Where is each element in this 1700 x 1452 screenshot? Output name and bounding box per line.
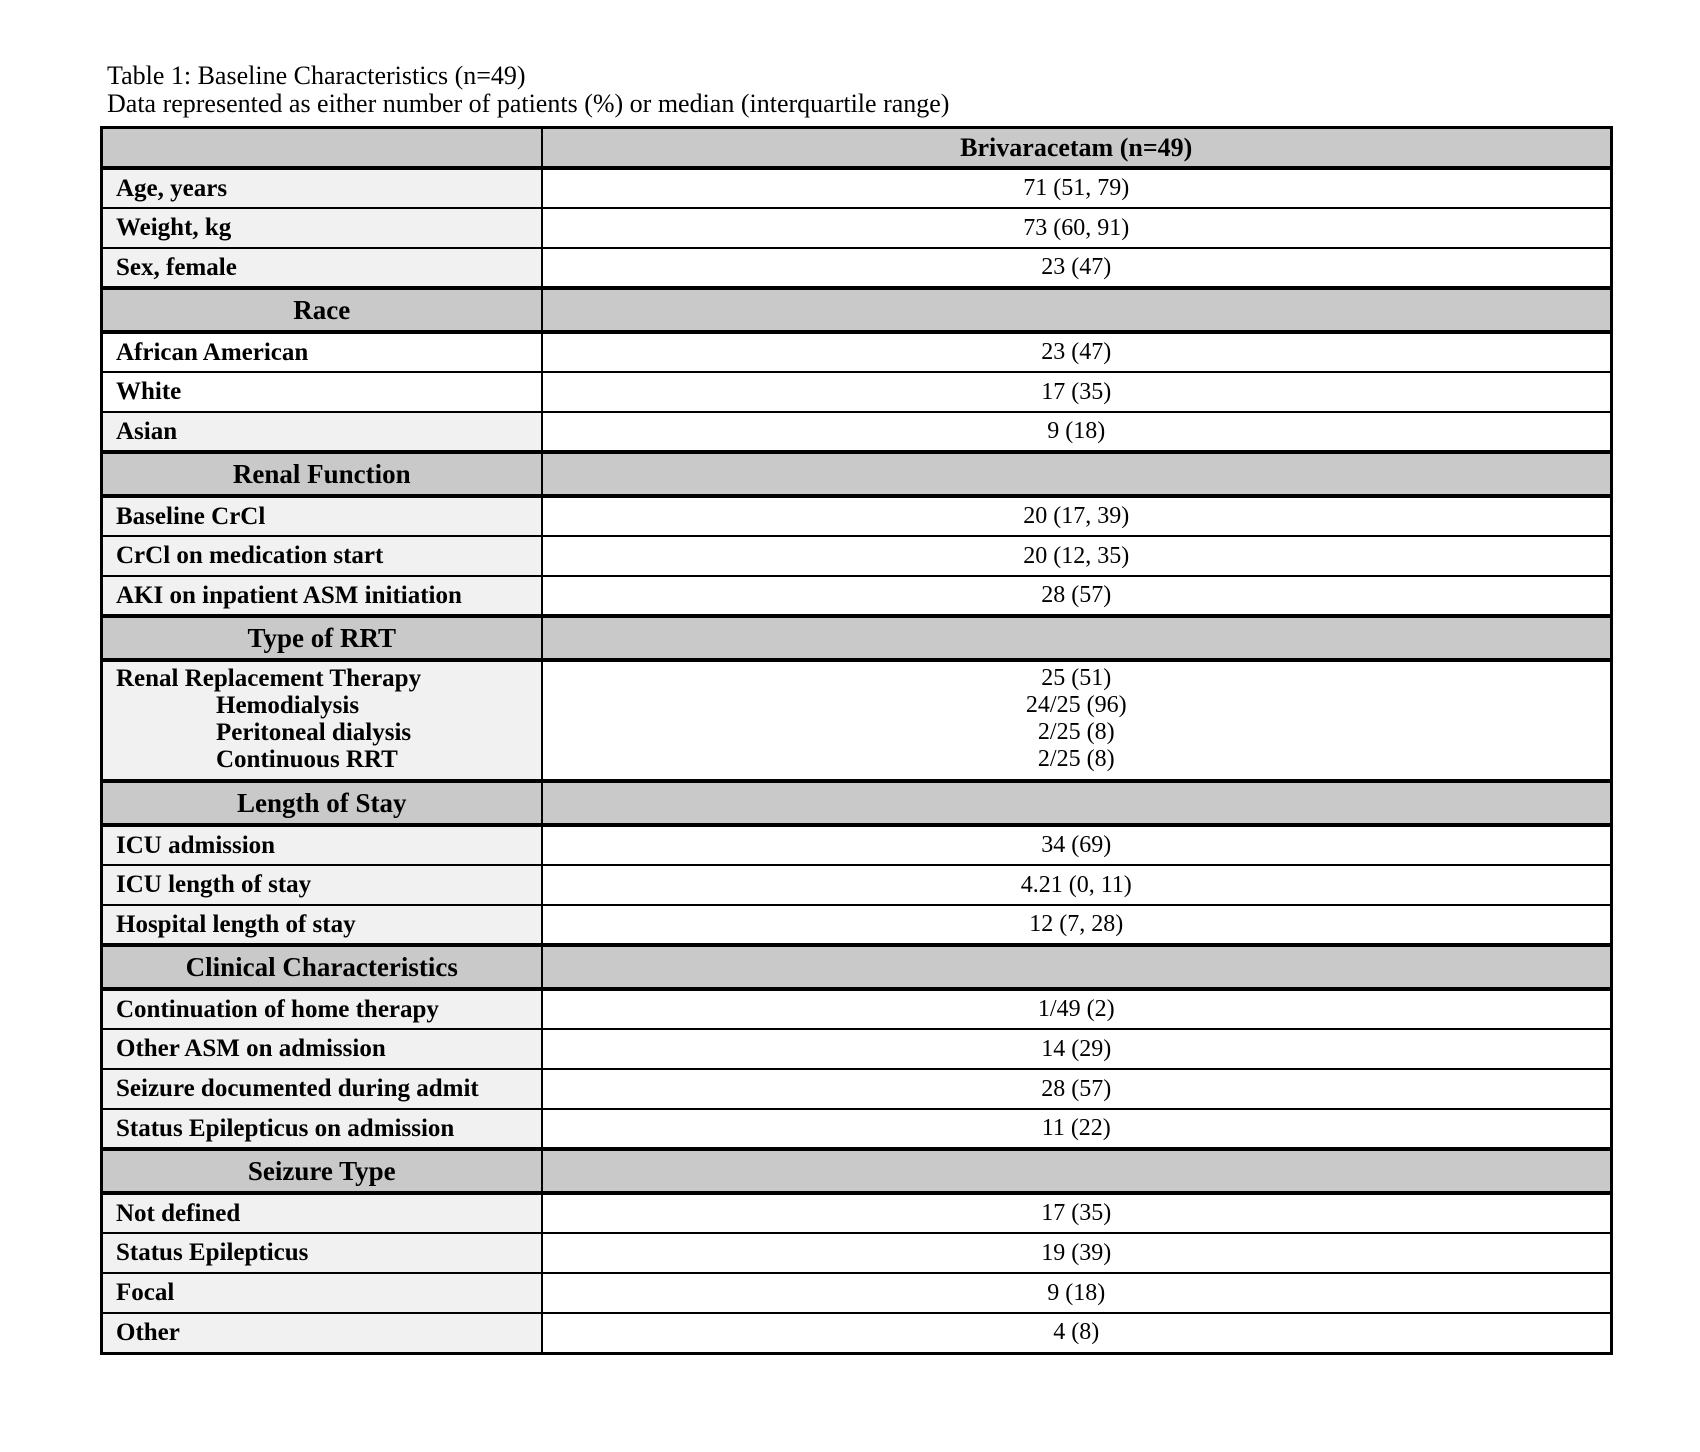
table-row <box>102 208 1612 248</box>
section-label: Clinical Characteristics <box>102 945 542 989</box>
section-label: Race <box>102 288 542 332</box>
section-label: Length of Stay <box>102 781 542 825</box>
row-label: CrCl on medication start <box>102 536 542 576</box>
row-label: Age, years <box>102 168 542 208</box>
table-row <box>102 536 1612 576</box>
row-label: ICU length of stay <box>102 865 542 905</box>
section-label: Seizure Type <box>102 1149 542 1193</box>
rrt-line-label: Hemodialysis <box>216 692 360 719</box>
row-value: 14 (29) <box>542 1029 1612 1069</box>
row-value: 28 (57) <box>542 576 1612 616</box>
baseline-characteristics-table <box>100 126 1613 1355</box>
section-empty-cell <box>542 288 1612 332</box>
table-row <box>102 905 1612 945</box>
table-row <box>102 372 1612 412</box>
row-value: 4.21 (0, 11) <box>542 865 1612 905</box>
section-empty-cell <box>542 781 1612 825</box>
row-value: 11 (22) <box>542 1109 1612 1149</box>
table-subtitle: Data represented as either number of patients (%) or median (interquartile range) <box>107 89 950 118</box>
row-label: Status Epilepticus <box>102 1233 542 1273</box>
row-label: White <box>102 372 542 412</box>
row-value: 23 (47) <box>542 332 1612 372</box>
section-label: Renal Function <box>102 452 542 496</box>
row-value: 20 (17, 39) <box>542 496 1612 536</box>
column-header-row <box>102 128 1612 169</box>
table-row <box>102 1109 1612 1149</box>
row-label: Seizure documented during admit <box>102 1069 542 1109</box>
row-label: Asian <box>102 412 542 452</box>
table-row <box>102 412 1612 452</box>
section-empty-cell <box>542 452 1612 496</box>
table-row <box>102 825 1612 865</box>
rrt-line-label: Renal Replacement Therapy <box>116 665 422 692</box>
row-label: ICU admission <box>102 825 542 865</box>
header-empty-cell <box>102 128 542 169</box>
section-row-renal-function <box>102 452 1612 496</box>
table-row <box>102 1029 1612 1069</box>
rrt-line-value: 2/25 (8) <box>1037 719 1115 745</box>
section-empty-cell <box>542 1149 1612 1193</box>
row-value: 1/49 (2) <box>542 989 1612 1029</box>
row-value: 9 (18) <box>542 412 1612 452</box>
table-row <box>102 496 1612 536</box>
row-value: 20 (12, 35) <box>542 536 1612 576</box>
table-row <box>102 1069 1612 1109</box>
table-row <box>102 248 1612 288</box>
row-value: 34 (69) <box>542 825 1612 865</box>
row-value: 9 (18) <box>542 1273 1612 1313</box>
section-row-race <box>102 288 1612 332</box>
section-row-clinical-characteristics <box>102 945 1612 989</box>
row-label: African American <box>102 332 542 372</box>
table-row <box>102 168 1612 208</box>
table-row-rrt-breakdown <box>102 660 1612 781</box>
row-label: Other <box>102 1313 542 1353</box>
table-row <box>102 332 1612 372</box>
table-caption <box>107 62 949 118</box>
row-label: Hospital length of stay <box>102 905 542 945</box>
table-row <box>102 1273 1612 1313</box>
row-value: 28 (57) <box>542 1069 1612 1109</box>
rrt-line-value: 2/25 (8) <box>1037 746 1115 772</box>
row-label: Continuation of home therapy <box>102 989 542 1029</box>
section-label: Type of RRT <box>102 616 542 660</box>
row-label: AKI on inpatient ASM initiation <box>102 576 542 616</box>
rrt-line-label: Peritoneal dialysis <box>216 719 412 746</box>
table-row <box>102 865 1612 905</box>
row-value-multiline <box>542 660 1612 781</box>
row-label-multiline <box>102 660 542 781</box>
table-row <box>102 989 1612 1029</box>
row-label: Sex, female <box>102 248 542 288</box>
row-value: 4 (8) <box>542 1313 1612 1353</box>
row-label: Weight, kg <box>102 208 542 248</box>
header-group-label: Brivaracetam (n=49) <box>542 128 1612 169</box>
rrt-line-label: Continuous RRT <box>216 746 398 773</box>
row-label: Baseline CrCl <box>102 496 542 536</box>
table-row <box>102 1193 1612 1233</box>
row-label: Not defined <box>102 1193 542 1233</box>
section-row-type-of-rrt <box>102 616 1612 660</box>
row-label: Status Epilepticus on admission <box>102 1109 542 1149</box>
row-value: 12 (7, 28) <box>542 905 1612 945</box>
row-value: 23 (47) <box>542 248 1612 288</box>
table-row <box>102 1233 1612 1273</box>
row-value: 17 (35) <box>542 1193 1612 1233</box>
section-empty-cell <box>542 616 1612 660</box>
row-value: 71 (51, 79) <box>542 168 1612 208</box>
row-label: Other ASM on admission <box>102 1029 542 1069</box>
table-row <box>102 576 1612 616</box>
rrt-line-value: 25 (51) <box>1041 665 1112 691</box>
table-row <box>102 1313 1612 1353</box>
row-value: 19 (39) <box>542 1233 1612 1273</box>
section-row-length-of-stay <box>102 781 1612 825</box>
rrt-line-value: 24/25 (96) <box>1025 692 1127 718</box>
table-title: Table 1: Baseline Characteristics (n=49) <box>107 61 526 90</box>
row-value: 73 (60, 91) <box>542 208 1612 248</box>
row-label: Focal <box>102 1273 542 1313</box>
row-value: 17 (35) <box>542 372 1612 412</box>
section-empty-cell <box>542 945 1612 989</box>
section-row-seizure-type <box>102 1149 1612 1193</box>
